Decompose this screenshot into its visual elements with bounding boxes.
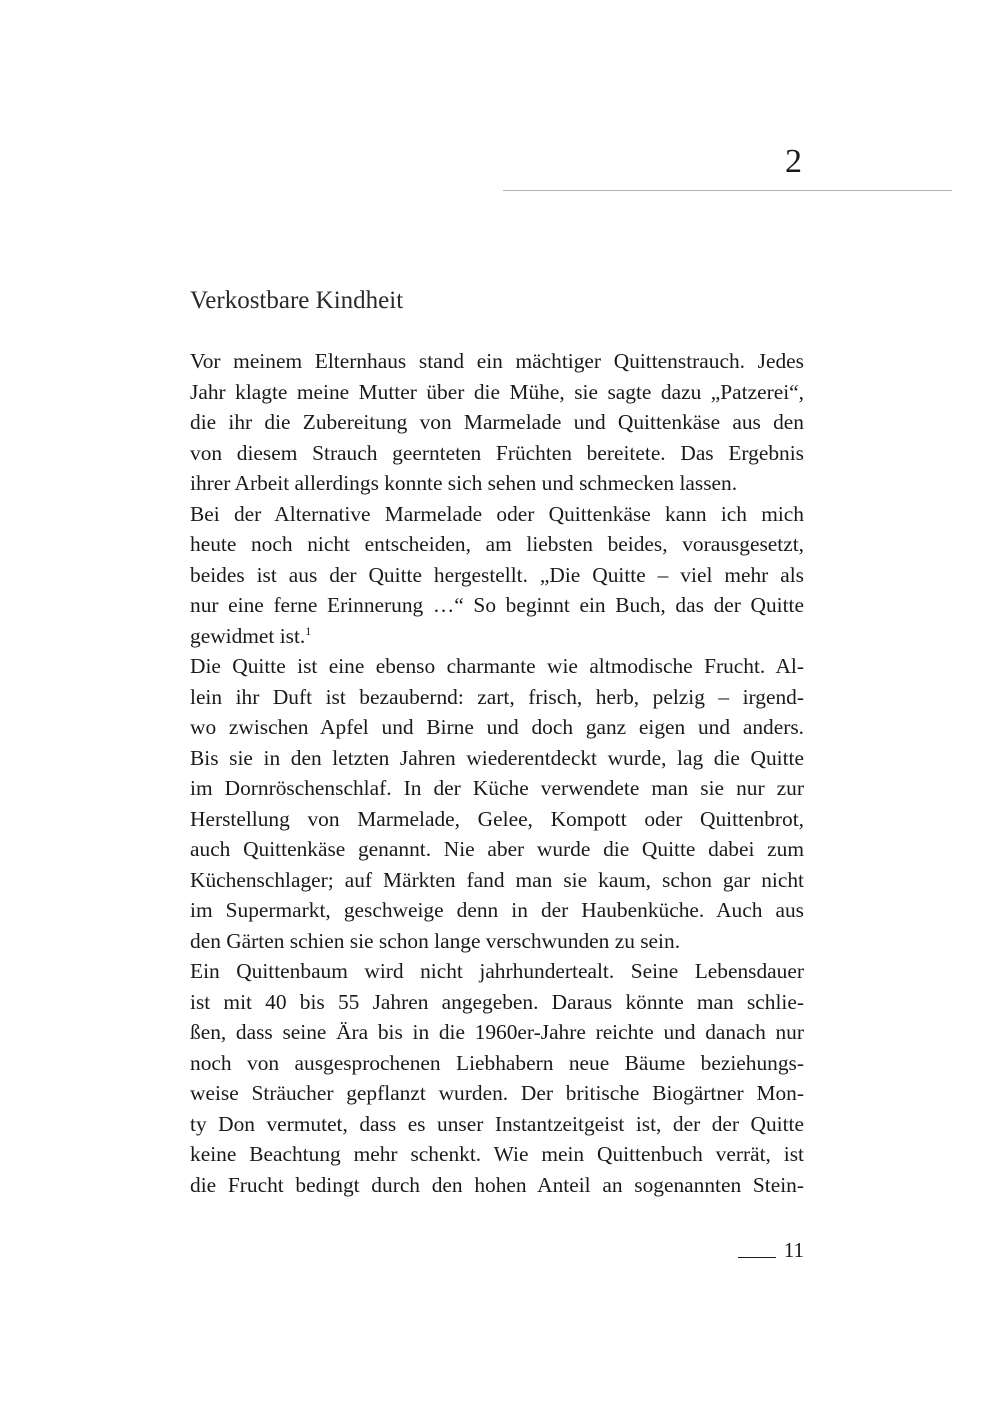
text-line: heute noch nicht entscheiden, am liebsten beides, vorausgesetzt, [190, 532, 804, 556]
text-line: ßen, dass seine Ära bis in die 1960er-Jahre reichte und danach nur [190, 1020, 804, 1044]
text-line: Vor meinem Elternhaus stand ein mächtiger Quittenstrauch. Jedes [190, 349, 804, 373]
page-footer [738, 1234, 804, 1264]
chapter-number: 2 [785, 143, 802, 180]
text-line: ty Don vermutet, dass es unser Instantzeitgeist ist, der der Quitte [190, 1111, 804, 1136]
text-line: Herstellung von Marmelade, Gelee, Kompott oder Quittenbrot, [190, 806, 804, 831]
text-line: Jahr klagte meine Mutter über die Mühe, sie sagte dazu „Patzerei“, [190, 379, 804, 404]
text-line: die ihr die Zubereitung von Marmelade und Quittenkäse aus den [190, 410, 804, 434]
text-line: im Dornröschenschlaf. In der Küche verwendete man sie nur zur [190, 776, 804, 800]
chapter-rule [503, 190, 952, 191]
text-line: wo zwischen Apfel und Birne und doch ganz eigen und anders. [190, 715, 804, 739]
text-line: Die Quitte ist eine ebenso charmante wie altmodische Frucht. Al- [190, 654, 804, 678]
text-line: gewidmet ist. [190, 623, 306, 648]
text-line: auch Quittenkäse genannt. Nie aber wurde die Quitte dabei zum [190, 837, 804, 861]
text-line: beides ist aus der Quitte hergestellt. „Die Quitte – viel mehr als [190, 562, 804, 587]
footnote-reference[interactable]: 1 [305, 623, 312, 638]
text-line: den Gärten schien sie schon lange verschwunden zu sein. [190, 928, 681, 953]
footer-rule [738, 1257, 776, 1258]
text-line: ist mit 40 bis 55 Jahren angegeben. Daraus könnte man schlie- [190, 989, 804, 1014]
text-line: Bei der Alternative Marmelade oder Quittenkäse kann ich mich [190, 501, 804, 526]
text-line: lein ihr Duft ist bezaubernd: zart, frisch, herb, pelzig – irgend- [190, 684, 804, 709]
body-text [190, 346, 804, 1200]
text-line: nur eine ferne Erinnerung …“ So beginnt ein Buch, das der Quitte [190, 593, 804, 617]
text-line: ihrer Arbeit allerdings konnte sich sehen und schmecken lassen. [190, 471, 738, 495]
text-line: noch von ausgesprochenen Liebhabern neue Bäume beziehungs- [190, 1050, 804, 1075]
text-line-with-footnote [190, 621, 804, 652]
page-number: 11 [783, 1238, 804, 1262]
text-line: Bis sie in den letzten Jahren wiederentdeckt wurde, lag die Quitte [190, 745, 804, 770]
text-line: keine Beachtung mehr schenkt. Wie mein Quittenbuch verrät, ist [190, 1142, 804, 1166]
text-line: Ein Quittenbaum wird nicht jahrhundertealt. Seine Lebensdauer [190, 959, 804, 983]
text-line: im Supermarkt, geschweige denn in der Haubenküche. Auch aus [190, 898, 804, 922]
text-line: die Frucht bedingt durch den hohen Anteil an sogenannten Stein- [190, 1172, 804, 1197]
section-title: Verkostbare Kindheit [190, 287, 404, 314]
text-line: von diesem Strauch geernteten Früchten bereitete. Das Ergebnis [190, 440, 804, 465]
text-line: Küchenschlager; auf Märkten fand man sie kaum, schon gar nicht [190, 867, 804, 892]
text-line: weise Sträucher gepflanzt wurden. Der britische Biogärtner Mon- [190, 1081, 804, 1105]
